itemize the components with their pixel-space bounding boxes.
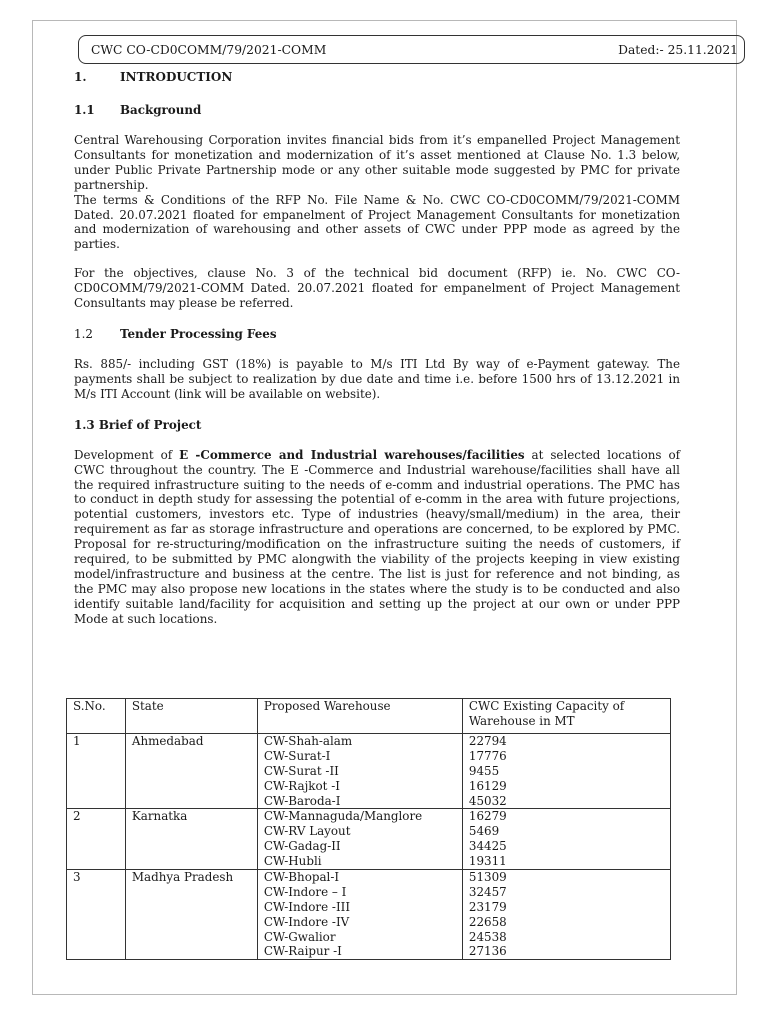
document-header xyxy=(78,35,745,64)
capacity-value: 34425 xyxy=(468,839,507,854)
fees-paragraph: Rs. 885/- including GST (18%) is payable to M/s ITI Ltd By way of e-Payment gateway. The payments shall be subject to realization by due date and time i.e. before 1500 hrs of 13.12.2021 in M/s ITI Account (link will be available on website). xyxy=(74,356,680,401)
warehouse-name: CW-Shah-alam xyxy=(263,734,353,748)
warehouse-name: CW-Mannaguda/Manglore xyxy=(263,809,423,824)
table-header-warehouse: Proposed Warehouse xyxy=(257,699,462,734)
warehouse-name: CW-Baroda-I xyxy=(263,793,341,808)
warehouse-name: CW-Raipur -I xyxy=(263,944,342,959)
row-warehouses xyxy=(257,734,462,809)
row-state: Madhya Pradesh xyxy=(125,870,257,960)
capacity-value: 23179 xyxy=(468,899,507,914)
table-row xyxy=(67,734,671,809)
background-paragraph-1: Central Warehousing Corporation invites financial bids from it’s empanelled Project Management Consultants for monetization and modernization of it’s asset mentioned at Clause No. 1.3 below, under Public Private Partnership mode or any other suitable mode suggested by PMC for private partnership. xyxy=(74,133,680,192)
subsection-heading-background: 1.1 Background xyxy=(74,103,202,117)
table-row xyxy=(67,870,671,960)
table-header-capacity: CWC Existing Capacity of Warehouse in MT xyxy=(462,699,670,734)
row-state: Ahmedabad xyxy=(125,734,257,809)
capacity-value: 16129 xyxy=(468,778,507,793)
capacity-value: 24538 xyxy=(468,929,507,944)
capacity-value: 51309 xyxy=(468,870,507,885)
warehouse-table xyxy=(66,698,671,960)
warehouse-name: CW-RV Layout xyxy=(263,824,351,839)
table-header-state: State xyxy=(125,699,257,734)
section-heading-introduction: 1. INTRODUCTION xyxy=(74,70,233,84)
row-capacities xyxy=(462,870,670,960)
row-capacities xyxy=(462,809,670,870)
warehouse-name: CW-Indore -III xyxy=(263,899,351,914)
brief-paragraph: Development of E -Commerce and Industrial warehouses/facilities at selected locations of CWC throughout the country. The E -Commerce and Industrial warehouse/facilities shall have all the required infrastructure suiting to the needs of e-comm and industrial operations. The PMC has to conduct in depth study for assessing the potential of e-comm in the area with future projections, potential customers, investors etc. Type of industries (heavy/small/medium) in the area, their requirement as far as storage infrastructure and operations are concerned, to be explored by PMC. Proposal for re-structuring/modification on the infrastructure suiting the needs of customers, if required, to be submitted by PMC alongwith the viability of the projects keeping in view existing model/infrastructure and business at the centre. The list is just for reference and not binding, as the PMC may also propose new locations in the states where the study is to be conducted and also identify suitable land/facility for acquisition and setting up the project at our own or under PPP Mode at such locations. xyxy=(74,447,681,626)
capacity-value: 22658 xyxy=(468,914,507,929)
table-header-row xyxy=(67,699,671,734)
capacity-value: 19311 xyxy=(468,854,507,869)
row-sno: 1 xyxy=(67,734,126,809)
reference-number: CWC CO-CD0COMM/79/2021-COMM xyxy=(91,42,327,57)
document-body xyxy=(74,68,680,627)
brief-highlight: E -Commerce and Industrial warehouses/facilities xyxy=(179,447,525,462)
warehouse-name: CW-Indore -IV xyxy=(263,914,350,929)
row-sno: 3 xyxy=(67,870,126,960)
capacity-value: 32457 xyxy=(468,884,507,899)
background-paragraph-3: For the objectives, clause No. 3 of the technical bid document (RFP) ie. No. CWC CO-CD0COMM/79/2021-COMM Dated. 20.07.2021 floated for empanelment of Project Management Consultants may please be referred. xyxy=(74,266,680,311)
table-row xyxy=(67,809,671,870)
warehouse-name: CW-Bhopal-I xyxy=(263,870,340,885)
warehouse-name: CW-Rajkot -I xyxy=(263,778,340,793)
row-state: Karnatka xyxy=(125,809,257,870)
warehouse-name: CW-Hubli xyxy=(263,854,322,869)
row-capacities xyxy=(462,734,670,809)
warehouse-name: CW-Gwalior xyxy=(263,929,336,944)
capacity-value: 27136 xyxy=(468,944,507,959)
row-sno: 2 xyxy=(67,809,126,870)
table-header-sno: S.No. xyxy=(67,699,126,734)
row-warehouses xyxy=(257,809,462,870)
warehouse-name: CW-Gadag-II xyxy=(263,839,341,854)
capacity-value: 22794 xyxy=(468,734,507,748)
capacity-value: 9455 xyxy=(468,763,500,778)
header-date: Dated:- 25.11.2021 xyxy=(618,42,738,57)
background-paragraph-2: The terms & Conditions of the RFP No. File Name & No. CWC CO-CD0COMM/79/2021-COMM Dated. 20.07.2021 floated for empanelment of Project Management Consultants for monetization and modernization of warehousing and other assets of CWC under PPP mode as agreed by the parties. xyxy=(74,192,680,252)
warehouse-name: CW-Surat -II xyxy=(263,763,339,778)
capacity-value: 45032 xyxy=(468,793,507,808)
capacity-value: 16279 xyxy=(468,809,507,824)
warehouse-name: CW-Indore – I xyxy=(263,884,347,899)
subsection-heading-fees: 1.2 Tender Processing Fees xyxy=(74,326,277,341)
row-warehouses xyxy=(257,870,462,960)
warehouse-name: CW-Surat-I xyxy=(263,748,331,763)
capacity-value: 5469 xyxy=(468,824,500,839)
subsection-heading-brief: 1.3 Brief of Project xyxy=(74,417,202,432)
capacity-value: 17776 xyxy=(468,748,507,763)
